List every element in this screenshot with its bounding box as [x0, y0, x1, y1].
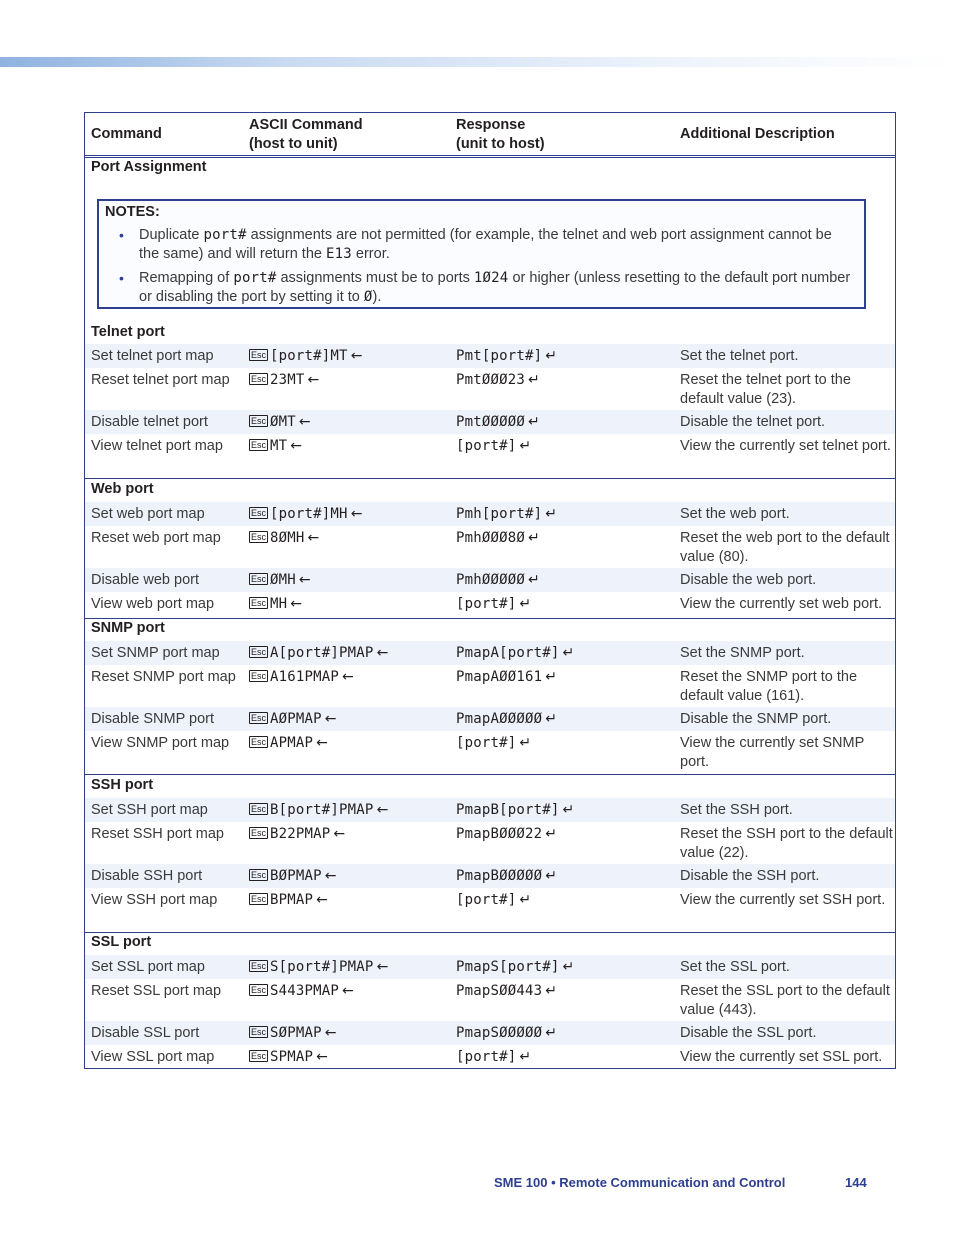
ascii-command-text: MH: [270, 596, 288, 612]
note-text: error.: [351, 246, 390, 262]
description: Set the web port.: [680, 506, 790, 522]
ascii-command-text: S[port#]PMAP: [270, 959, 374, 975]
return-arrow-icon: ←: [316, 892, 328, 908]
carriage-return-icon: ↵: [545, 669, 558, 685]
table-row: [85, 888, 895, 930]
table-row: [85, 798, 895, 822]
response-text: Pmt[port#]: [456, 348, 543, 364]
command-table: [84, 112, 896, 1069]
carriage-return-icon: ↵: [528, 530, 540, 546]
response: [456, 413, 676, 432]
command-name: Disable telnet port: [91, 414, 208, 430]
command-name: Reset SNMP port map: [91, 669, 236, 685]
esc-key-icon: Esc: [251, 532, 267, 542]
carriage-return-icon: ↵: [519, 1049, 532, 1065]
table-row: [85, 568, 895, 592]
command-name: Set SSL port map: [91, 959, 205, 975]
ascii-command-text: MT: [270, 438, 288, 454]
section-separator: [85, 774, 895, 775]
carriage-return-icon: ↵: [545, 348, 558, 364]
ascii-command-text: ØMH: [270, 572, 296, 588]
return-arrow-icon: ←: [342, 983, 354, 999]
carriage-return-icon: ↵: [519, 596, 532, 612]
table-row: [85, 1045, 895, 1069]
ascii-command-text: APMAP: [270, 735, 314, 751]
note-code: 1Ø24: [473, 270, 509, 286]
response: [456, 371, 676, 390]
section-separator: [85, 932, 895, 933]
carriage-return-icon: ↵: [519, 438, 532, 454]
section-title-web: Web port: [91, 481, 154, 497]
response: [456, 801, 676, 820]
return-arrow-icon: ←: [316, 1049, 328, 1065]
response-text: PmapA[port#]: [456, 645, 560, 661]
response: [456, 958, 676, 977]
command-name: Set SSH port map: [91, 802, 208, 818]
ascii-command: [249, 413, 449, 432]
ascii-command: [249, 505, 449, 524]
ascii-command-text: SPMAP: [270, 1049, 314, 1065]
ascii-command: [249, 958, 449, 977]
response-text: [port#]: [456, 438, 517, 454]
header-ascii-line1: ASCII Command: [249, 117, 363, 133]
section-separator: [85, 618, 895, 619]
response: [456, 734, 676, 753]
ascii-command: [249, 347, 449, 366]
description: Set the telnet port.: [680, 348, 799, 364]
response-text: [port#]: [456, 596, 517, 612]
response-text: PmapB[port#]: [456, 802, 560, 818]
esc-key-icon: Esc: [251, 894, 267, 904]
return-arrow-icon: ←: [342, 669, 354, 685]
table-row: [85, 592, 895, 616]
ascii-command-text: B[port#]PMAP: [270, 802, 374, 818]
section-separator: [85, 478, 895, 479]
note-code: port#: [203, 227, 247, 243]
response-text: [port#]: [456, 735, 517, 751]
table-row: [85, 707, 895, 731]
response: [456, 1024, 676, 1043]
header-double-rule: [85, 157, 895, 158]
table-row: [85, 665, 895, 707]
top-gradient-bar: [0, 57, 954, 67]
section-port-assignment: Port Assignment: [91, 159, 207, 175]
command-name: Disable SSL port: [91, 1025, 200, 1041]
section-title-ssh: SSH port: [91, 777, 154, 793]
response: [456, 505, 676, 524]
esc-key-icon: Esc: [251, 1051, 267, 1061]
return-arrow-icon: ←: [307, 372, 320, 388]
table-row: [85, 979, 895, 1021]
command-name: Reset telnet port map: [91, 372, 230, 388]
note-item-1: [119, 226, 851, 264]
esc-key-icon: Esc: [251, 870, 267, 880]
response: [456, 825, 676, 844]
table-row: [85, 1021, 895, 1045]
esc-key-icon: Esc: [251, 508, 267, 518]
table-row: [85, 731, 895, 773]
table-row: [85, 368, 895, 410]
return-arrow-icon: ←: [350, 348, 363, 364]
response-text: PmhØØØØØ: [456, 572, 526, 588]
note-text: assignments must be to ports: [276, 270, 474, 286]
return-arrow-icon: ←: [333, 826, 346, 842]
response-text: [port#]: [456, 1049, 517, 1065]
command-name: Set SNMP port map: [91, 645, 220, 661]
table-row: [85, 344, 895, 368]
response: [456, 571, 676, 590]
note-text: Remapping of: [139, 270, 234, 286]
esc-key-icon: Esc: [251, 440, 267, 450]
response-text: PmtØØØ23: [456, 372, 526, 388]
esc-key-icon: Esc: [251, 574, 267, 584]
return-arrow-icon: ←: [290, 596, 303, 612]
carriage-return-icon: ↵: [545, 711, 558, 727]
ascii-command: [249, 825, 449, 844]
return-arrow-icon: ←: [376, 802, 389, 818]
ascii-command: [249, 867, 449, 886]
table-row: [85, 955, 895, 979]
section-title-ssl: SSL port: [91, 934, 152, 950]
table-row: [85, 502, 895, 526]
response: [456, 982, 676, 1001]
ascii-command: [249, 1024, 449, 1043]
carriage-return-icon: ↵: [545, 1025, 558, 1041]
carriage-return-icon: ↵: [519, 892, 532, 908]
header-description: Additional Description: [680, 126, 835, 142]
response-text: PmapSØØ443: [456, 983, 543, 999]
ascii-command-text: BØPMAP: [270, 868, 322, 884]
command-name: View SSH port map: [91, 892, 218, 908]
command-name: Reset web port map: [91, 530, 221, 546]
description: Disable the SSL port.: [680, 1025, 817, 1041]
description: Reset the SSL port to the default value (443).: [680, 983, 890, 1018]
command-name: Disable SNMP port: [91, 711, 215, 727]
command-name: Disable web port: [91, 572, 199, 588]
return-arrow-icon: ←: [298, 572, 311, 588]
ascii-command: [249, 668, 449, 687]
esc-key-icon: Esc: [251, 828, 267, 838]
response-text: PmtØØØØØ: [456, 414, 526, 430]
esc-key-icon: Esc: [251, 961, 267, 971]
response: [456, 347, 676, 366]
ascii-command-text: A161PMAP: [270, 669, 340, 685]
footer-page-number: 144: [845, 1175, 867, 1190]
esc-key-icon: Esc: [251, 671, 267, 681]
carriage-return-icon: ↵: [545, 826, 558, 842]
ascii-command-text: [port#]MT: [270, 348, 348, 364]
response: [456, 1048, 676, 1067]
return-arrow-icon: ←: [324, 711, 337, 727]
ascii-command-text: AØPMAP: [270, 711, 322, 727]
response-text: PmapAØØ161: [456, 669, 543, 685]
ascii-command: [249, 891, 449, 910]
ascii-command: [249, 710, 449, 729]
ascii-command-text: B22PMAP: [270, 826, 331, 842]
esc-key-icon: Esc: [251, 804, 267, 814]
carriage-return-icon: ↵: [519, 735, 532, 751]
carriage-return-icon: ↵: [562, 645, 575, 661]
note-text: or higher (unless resetting to the default port number or disabling the port by setting it to: [139, 270, 851, 305]
ascii-command: [249, 571, 449, 590]
return-arrow-icon: ←: [290, 438, 303, 454]
note-text: Duplicate: [139, 227, 204, 243]
description: Set the SSH port.: [680, 802, 793, 818]
command-name: Set telnet port map: [91, 348, 214, 364]
response: [456, 529, 676, 548]
description: Reset the telnet port to the default value (23).: [680, 372, 851, 407]
header-command: Command: [91, 126, 162, 142]
bullet-icon: •: [119, 227, 124, 243]
ascii-command-text: BPMAP: [270, 892, 314, 908]
response-text: PmapBØØØ22: [456, 826, 543, 842]
header-response-line2: (unit to host): [456, 136, 545, 152]
table-row: [85, 641, 895, 665]
command-name: View web port map: [91, 596, 215, 612]
esc-key-icon: Esc: [251, 713, 267, 723]
command-name: Disable SSH port: [91, 868, 203, 884]
footer-title: SME 100 • Remote Communication and Control: [494, 1175, 786, 1190]
ascii-command: [249, 437, 449, 456]
response: [456, 668, 676, 687]
response-text: PmapS[port#]: [456, 959, 560, 975]
note-code: Ø: [363, 289, 373, 305]
description: View the currently set web port.: [680, 596, 883, 612]
ascii-command: [249, 1048, 449, 1067]
response: [456, 644, 676, 663]
bullet-icon: •: [119, 270, 124, 286]
table-row: [85, 410, 895, 434]
return-arrow-icon: ←: [316, 735, 328, 751]
response: [456, 595, 676, 614]
carriage-return-icon: ↵: [545, 506, 558, 522]
response-text: PmapBØØØØØ: [456, 868, 543, 884]
command-name: View telnet port map: [91, 438, 223, 454]
carriage-return-icon: ↵: [545, 983, 558, 999]
header-response: [456, 116, 545, 154]
description: View the currently set SSL port.: [680, 1049, 883, 1065]
esc-key-icon: Esc: [251, 1027, 267, 1037]
carriage-return-icon: ↵: [528, 372, 540, 388]
return-arrow-icon: ←: [324, 868, 337, 884]
table-row: [85, 526, 895, 568]
note-code: port#: [233, 270, 277, 286]
response: [456, 891, 676, 910]
description: Set the SNMP port.: [680, 645, 805, 661]
response: [456, 710, 676, 729]
description: View the currently set telnet port.: [680, 438, 891, 454]
carriage-return-icon: ↵: [562, 959, 575, 975]
esc-key-icon: Esc: [251, 985, 267, 995]
description: Disable the SNMP port.: [680, 711, 832, 727]
header-response-line1: Response: [456, 117, 526, 133]
description: Disable the web port.: [680, 572, 817, 588]
note-text: ).: [372, 289, 382, 305]
response-text: Pmh[port#]: [456, 506, 543, 522]
table-header: [85, 113, 895, 156]
esc-key-icon: Esc: [251, 374, 267, 384]
command-name: Set web port map: [91, 506, 205, 522]
carriage-return-icon: ↵: [528, 414, 540, 430]
table-row: [85, 822, 895, 864]
ascii-command: [249, 801, 449, 820]
header-ascii: [249, 116, 363, 154]
ascii-command: [249, 982, 449, 1001]
ascii-command-text: ØMT: [270, 414, 296, 430]
ascii-command-text: 23MT: [270, 372, 305, 388]
response: [456, 437, 676, 456]
ascii-command-text: 8ØMH: [270, 530, 305, 546]
ascii-command-text: A[port#]PMAP: [270, 645, 374, 661]
return-arrow-icon: ←: [376, 959, 389, 975]
description: Reset the web port to the default value (80).: [680, 530, 890, 565]
note-item-2: [119, 269, 851, 307]
ascii-command: [249, 734, 449, 753]
esc-key-icon: Esc: [251, 350, 267, 360]
esc-key-icon: Esc: [251, 598, 267, 608]
return-arrow-icon: ←: [298, 414, 311, 430]
carriage-return-icon: ↵: [528, 572, 540, 588]
return-arrow-icon: ←: [350, 506, 363, 522]
command-name: Reset SSH port map: [91, 826, 224, 842]
section-title-snmp: SNMP port: [91, 620, 165, 636]
return-arrow-icon: ←: [376, 645, 389, 661]
esc-key-icon: Esc: [251, 647, 267, 657]
section-title-telnet: Telnet port: [91, 324, 165, 340]
command-name: Reset SSL port map: [91, 983, 222, 999]
note-code: E13: [325, 246, 352, 262]
response-text: PmapAØØØØØ: [456, 711, 543, 727]
response-text: [port#]: [456, 892, 517, 908]
description: View the currently set SSH port.: [680, 892, 886, 908]
ascii-command: [249, 644, 449, 663]
table-row: [85, 864, 895, 888]
esc-key-icon: Esc: [251, 737, 267, 747]
table-row: [85, 434, 895, 476]
ascii-command-text: [port#]MH: [270, 506, 348, 522]
ascii-command: [249, 595, 449, 614]
description: View the currently set SNMP port.: [680, 735, 865, 770]
response: [456, 867, 676, 886]
ascii-command: [249, 371, 449, 390]
description: Set the SSL port.: [680, 959, 790, 975]
note-text: assignments are not permitted (for example, the telnet and web port assignment cannot be the same) and will return the: [139, 227, 832, 262]
ascii-command: [249, 529, 449, 548]
command-name: View SSL port map: [91, 1049, 215, 1065]
response-text: PmapSØØØØØ: [456, 1025, 543, 1041]
header-ascii-line2: (host to unit): [249, 136, 338, 152]
return-arrow-icon: ←: [324, 1025, 337, 1041]
command-name: View SNMP port map: [91, 735, 230, 751]
description: Reset the SNMP port to the default value (161).: [680, 669, 858, 704]
response-text: PmhØØØ8Ø: [456, 530, 526, 546]
description: Disable the telnet port.: [680, 414, 826, 430]
esc-key-icon: Esc: [251, 416, 267, 426]
carriage-return-icon: ↵: [545, 868, 558, 884]
description: Reset the SSH port to the default value (22).: [680, 826, 893, 861]
ascii-command-text: SØPMAP: [270, 1025, 322, 1041]
return-arrow-icon: ←: [307, 530, 320, 546]
description: Disable the SSH port.: [680, 868, 820, 884]
carriage-return-icon: ↵: [562, 802, 575, 818]
ascii-command-text: S443PMAP: [270, 983, 340, 999]
notes-title: NOTES:: [105, 204, 160, 220]
notes-box: [97, 199, 866, 309]
